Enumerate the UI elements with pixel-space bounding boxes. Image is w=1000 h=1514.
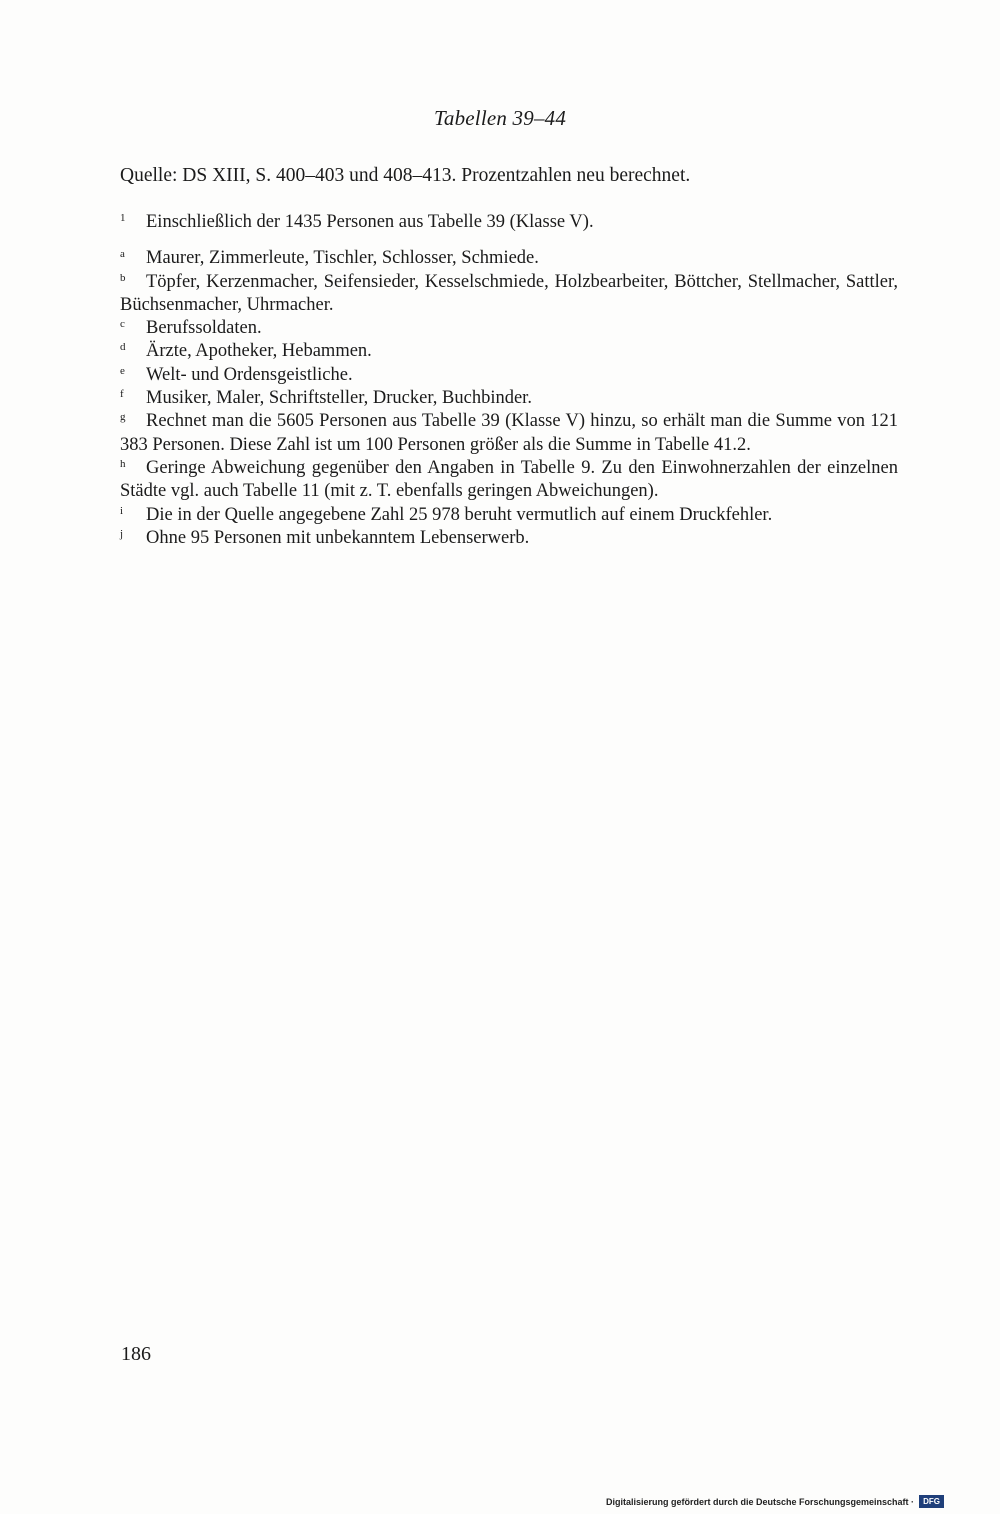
footnote-text: Die in der Quelle angegebene Zahl 25 978 beruht vermutlich auf einem Druckfehler. [146,504,773,525]
footnote-mark: f [120,388,124,401]
footnote-f [120,387,898,410]
footnote-mark: j [120,527,124,540]
footnote-mark: i [120,504,124,517]
footnote-e [120,364,898,387]
footnote-text: Maurer, Zimmerleute, Tischler, Schlosser, Schmiede. [146,248,539,269]
footnote-mark: e [120,364,125,377]
footnote-text: Musiker, Maler, Schriftsteller, Drucker, Buchbinder. [146,388,532,409]
footnotes [120,211,898,550]
footnote-h [120,457,898,504]
footnote-i [120,504,898,527]
dfg-logo-icon: DFG [919,1495,944,1508]
footnote-text: Rechnet man die 5605 Personen aus Tabelle 39 (Klasse V) hinzu, so erhält man die Summe von 121 383 Personen. Diese Zahl ist um 100 Personen größer als die Summe in Tabelle 41.2. [120,411,898,455]
footnote-a [120,247,898,270]
running-header: Tabellen 39–44 [433,106,567,130]
footnote-g [120,410,898,457]
footnote-text: Berufssoldaten. [146,318,262,339]
footnote-text: Geringe Abweichung gegenüber den Angaben in Tabelle 9. Zu den Einwohnerzahlen der einzelnen Städte vgl. auch Tabelle 11 (mit z. T. ebenfalls geringen Abweichungen). [120,457,898,502]
footnote-d [120,340,898,363]
footnote-mark: a [120,248,125,261]
footnote-mark: h [120,457,126,470]
credit-text: Digitalisierung gefördert durch die Deutsche Forschungsgemeinschaft · [606,1496,915,1507]
page-number: 186 [121,1343,151,1365]
footnote-text: Töpfer, Kerzenmacher, Seifensieder, Kesselschmiede, Holzbearbeiter, Böttcher, Stellmacher, Sattler, Büchsenmacher, Uhrmacher. [120,271,898,315]
footnote-1 [120,211,898,234]
footnote-mark: b [120,271,126,284]
footnote-text: Einschließlich der 1435 Personen aus Tabelle 39 (Klasse V). [146,212,594,232]
footnote-mark: d [120,341,126,354]
footnote-b [120,271,898,318]
footnote-mark: 1 [120,212,126,224]
footnote-c [120,317,898,340]
footnote-text: Welt- und Ordensgeistliche. [146,364,353,385]
footnote-text: Ärzte, Apotheker, Hebammen. [146,341,372,362]
digitization-credit [606,1495,944,1508]
footnote-mark: g [120,411,126,424]
footnote-j [120,527,898,550]
source-note: Quelle: DS XIII, S. 400–403 und 408–413. Prozentzahlen neu berechnet. [120,165,691,186]
footnote-mark: c [120,318,125,331]
footnote-text: Ohne 95 Personen mit unbekanntem Lebenserwerb. [146,527,530,548]
